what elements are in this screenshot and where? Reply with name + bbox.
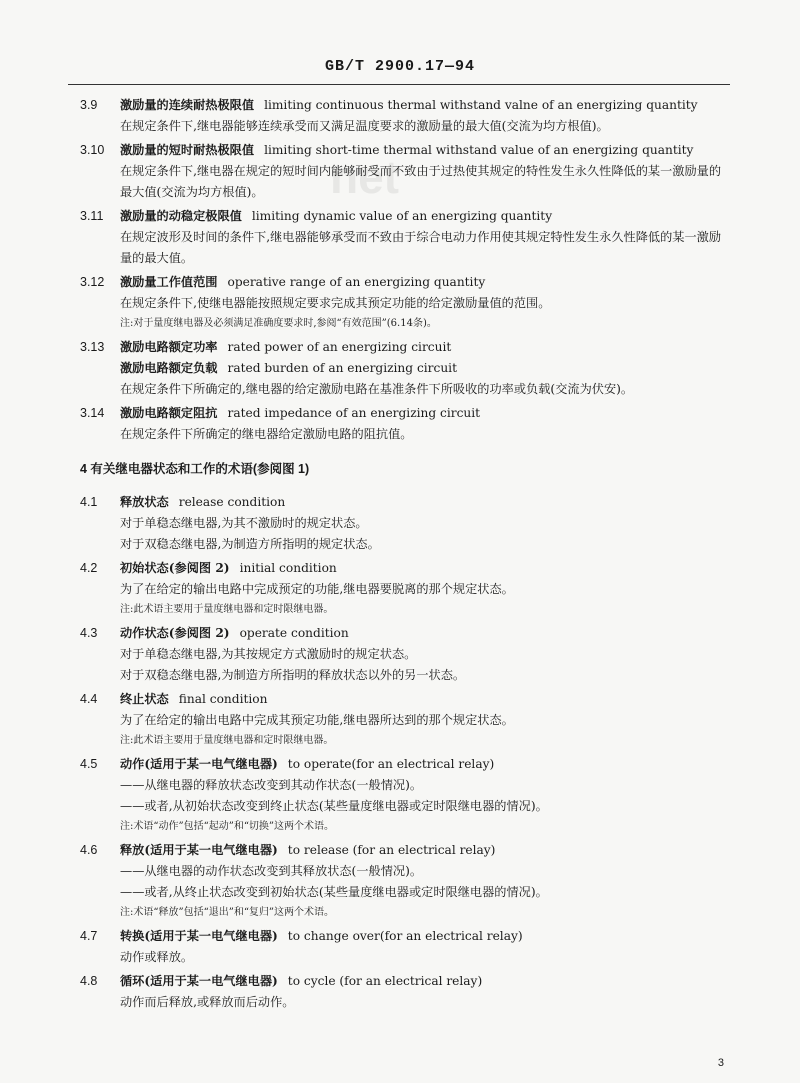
term-english: limiting short-time thermal withstand value of an energizing quantity [264,143,694,157]
term-note: 注:术语“动作”包括“起动”和“切换”这两个术语。 [120,821,335,832]
term-entry [80,403,730,445]
term-definition: 动作而后释放,或释放而后动作。 [120,995,295,1009]
term-english: to cycle (for an electrical relay) [287,974,483,988]
term-heading [120,754,730,775]
term-heading [120,840,730,861]
document-body [80,95,730,1016]
term-chinese: 释放(适用于某一电气继电器) [120,843,278,857]
term-definition: 在规定条件下,使继电器能按照规定要求完成其预定功能的给定激励量值的范围。 [120,296,551,310]
term-definition: ——或者,从终止状态改变到初始状态(某些量度继电器或定时限继电器的情况)。 [120,885,548,899]
term-entry [80,754,730,837]
term-heading [120,623,730,644]
term-definition: 对于单稳态继电器,为其按规定方式激励时的规定状态。 [120,647,417,661]
term-entry [80,926,730,968]
term-note: 注:此术语主要用于量度继电器和定时限继电器。 [120,735,334,746]
term-chinese: 动作状态(参阅图 2) [120,626,230,640]
page-header: GB/T 2900.17—94 [324,58,476,75]
clause-number: 4.3 [80,626,98,640]
term-english: rated power of an energizing circuit [227,340,452,354]
term-english: limiting dynamic value of an energizing quantity [251,209,553,223]
term-heading [120,492,730,513]
term-english: rated burden of an energizing circuit [227,361,457,375]
terms-group-3 [80,95,730,334]
term-chinese: 释放状态 [120,495,169,509]
term-chinese: 激励电路额定阻抗 [120,406,218,420]
header-rule [68,84,730,85]
term-note: 注:术语“释放”包括“退出”和“复归”这两个术语。 [120,907,335,918]
term-english: operative range of an energizing quantity [227,275,486,289]
term-heading [120,403,730,424]
term-english: to release (for an electrical relay) [287,843,496,857]
term-definition: ——或者,从初始状态改变到终止状态(某些量度继电器或定时限继电器的情况)。 [120,799,548,813]
section-heading: 4 有关继电器状态和工作的术语(参阅图 1) [80,462,310,476]
term-definition: ——从继电器的动作状态改变到其释放状态(一般情况)。 [120,864,423,878]
term-heading [120,926,730,947]
term-definition: 在规定条件下,继电器在规定的短时间内能够耐受而不致由于过热使其规定的特性发生永久性降低的某一激励量的最大值(交流为均方根值)。 [120,164,722,199]
clause-number: 3.14 [80,406,105,420]
term-english: final condition [178,692,268,706]
term-english: release condition [178,495,286,509]
clause-number: 3.9 [80,98,98,112]
term-definition: ——从继电器的释放状态改变到其动作状态(一般情况)。 [120,778,423,792]
clause-number: 4.7 [80,929,98,943]
term-english: rated impedance of an energizing circuit [227,406,481,420]
term-chinese: 激励量的连续耐热极限值 [120,98,255,112]
term-definition: 动作或释放。 [120,950,194,964]
term-entry [80,689,730,751]
clause-number: 3.10 [80,143,105,157]
term-heading [120,95,730,116]
clause-number: 4.1 [80,495,98,509]
term-chinese: 激励量的短时耐热极限值 [120,143,255,157]
clause-number: 4.5 [80,757,98,771]
term-heading [120,140,730,161]
term-chinese: 激励电路额定负载 [120,361,218,375]
term-chinese: 终止状态 [120,692,169,706]
term-entry [80,337,730,400]
term-heading [120,689,730,710]
watermark: net [330,151,399,203]
clause-number: 4.2 [80,561,98,575]
clause-number: 4.6 [80,843,98,857]
term-definition: 在规定条件下所确定的,继电器的给定激励电路在基准条件下所吸收的功率或负载(交流为伏安)。 [120,382,634,396]
term-entry [80,971,730,1013]
term-definition: 在规定条件下,继电器能够连续承受而又满足温度要求的激励量的最大值(交流为均方根值)。 [120,119,609,133]
term-definition: 在规定条件下所确定的继电器给定激励电路的阻抗值。 [120,427,413,441]
term-entry [80,840,730,923]
term-heading [120,558,730,579]
term-english: limiting continuous thermal withstand valne of an energizing quantity [264,98,698,112]
term-entry [80,206,730,269]
term-definition: 对于双稳态继电器,为制造方所指明的规定状态。 [120,537,380,551]
term-entry [80,492,730,555]
term-definition: 对于双稳态继电器,为制造方所指明的释放状态以外的另一状态。 [120,668,466,682]
term-entry [80,558,730,620]
term-english: to operate(for an electrical relay) [287,757,495,771]
term-chinese: 转换(适用于某一电气继电器) [120,929,278,943]
clause-number: 4.8 [80,974,98,988]
term-chinese: 动作(适用于某一电气继电器) [120,757,278,771]
term-english: initial condition [239,561,337,575]
term-chinese: 激励电路额定功率 [120,340,218,354]
term-entry [80,623,730,686]
term-entry [80,140,730,203]
term-heading [120,272,730,293]
term-heading [120,206,730,227]
term-english: to change over(for an electrical relay) [287,929,523,943]
term-definition: 为了在给定的输出电路中完成预定的功能,继电器要脱离的那个规定状态。 [120,582,514,596]
term-heading [120,971,730,992]
term-note: 注:对于量度继电器及必须满足准确度要求时,参阅“有效范围”(6.14条)。 [120,318,437,329]
clause-number: 3.11 [80,209,104,223]
term-english: operate condition [239,626,349,640]
term-heading [120,337,730,358]
term-chinese: 循环(适用于某一电气继电器) [120,974,278,988]
term-chinese: 初始状态(参阅图 2) [120,561,230,575]
clause-number: 3.13 [80,340,105,354]
term-entry [80,95,730,137]
term-definition: 在规定波形及时间的条件下,继电器能够承受而不致由于综合电动力作用使其规定特性发生永久性降低的某一激励量的最大值。 [120,230,722,265]
term-definition: 对于单稳态继电器,为其不激励时的规定状态。 [120,516,368,530]
clause-number: 3.12 [80,275,105,289]
term-definition: 为了在给定的输出电路中完成其预定功能,继电器所达到的那个规定状态。 [120,713,514,727]
term-chinese: 激励量的动稳定极限值 [120,209,242,223]
term-chinese: 激励量工作值范围 [120,275,218,289]
clause-number: 4.4 [80,692,98,706]
page-number: 3 [717,1057,724,1069]
terms-group-4 [80,492,730,1013]
term-entry [80,272,730,334]
term-note: 注:此术语主要用于量度继电器和定时限继电器。 [120,604,334,615]
term-heading [120,358,730,379]
